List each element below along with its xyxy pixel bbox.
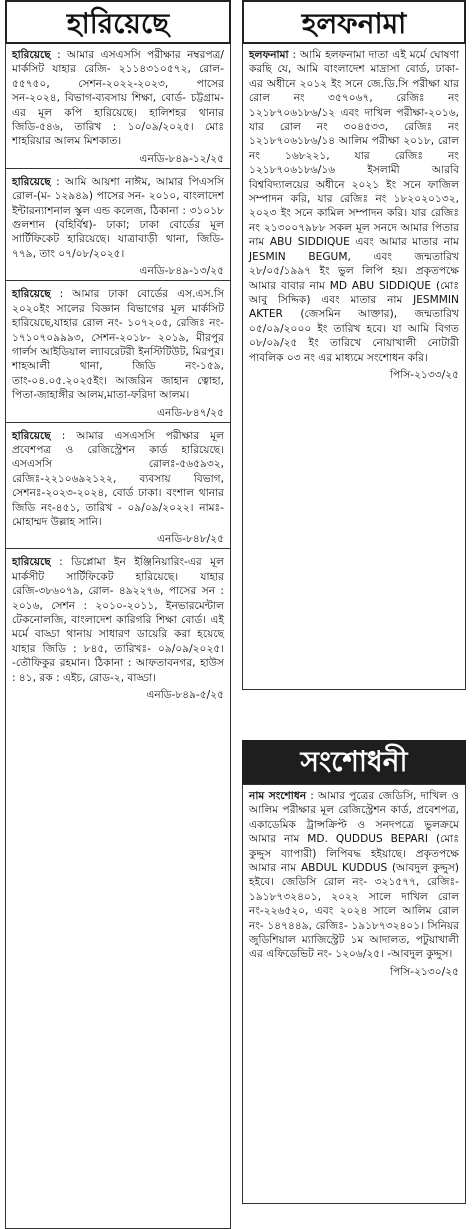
notice-ref: এনডি-৮৪৭/২৫ [6, 406, 230, 423]
lost-heading: হারিয়েছে [5, 0, 231, 44]
notice-ref: পিসি-২১৩৩/২৫ [390, 368, 459, 381]
correction-box [242, 784, 466, 1204]
lost-notice-5: হারিয়েছে : ডিপ্লোমা ইন ইঞ্জিনিয়ারিং-এর মূল মার্কসীট সার্টিফিকেট হারিয়েছে। যাহার রেজি-৩৮৬০৭৯, রোল- ৪৯২২৭৬, পাসের সন : ২০১৬, সেশন : ২০১০-২০১১, ইনভারমেন্টাল টেকনোলজি, বাংলাদেশ কারিগরি শিক্ষা বোর্ড। এই মর্মে বাড্ডা থানায় সাধারণ ডায়েরি করা হয়েছে যাহার জিডি : ৮৪৫, তারিখঃ- ০৯/০৯/২০২৫। -তৌফিকুর রহমান। ঠিকানা : আফতাবনগর, হাউস : ৪১, রক : এইচ, রোড-২, বাড্ডা। [12, 556, 224, 684]
lost-notices-box [5, 44, 231, 1229]
notice-ref: এনডি-৮৪৯-১২/২৫ [6, 152, 230, 169]
affidavit-notice: হলফনামা : আমি হলফনামা দাতা এই মর্মে ঘোষণা করছি যে, আমি বাংলাদেশ মাদ্রাসা বোর্ড, ঢাকা- এর অধীনে ২০১২ ইং সনে জে.ডি.সি পরীক্ষা যার রোল নং ৩৫৭০৬৭, রেজিঃ নং ১২১৮৭০৬১৮৬/১২ এবং দাখিল পরীক্ষা-২০১৬, যার রোল নং ৩০৪৫৩৩, রেজিঃ নং ১২১৮৭০৬১৮৬/১৪ আলিম পরীক্ষা ২০১৮, রোল নং ১৬৮২২১, যার রেজিঃ নং ১২১৮৭০৬১৮৬/১৬ ইসলামী আরবি বিশ্ববিদ্যালয়ের অধীনে ২০২১ ইং সনে ফাজিল সম্পাদন করি, যার রেজিঃ নং ১৮২০২০১৩২, ২০২৩ ইং সনে কামিল সম্পাদন করি। যার রেজিঃ নং ২১৩০০৭৯৮৮ সকল মূল সনদে আমার পিতার নাম ABU SIDDIQUE এবং আমার মাতার নাম JESMIN BEGUM, এবং জন্মতারিখ ২৮/০৫/১৯৯৭ ইং ভুল লিপি হয়। প্রকৃতপক্ষে আমার বাবার নাম MD ABU SIDDIQUE (মোঃ আবু সিদ্দিক) এবং মাতার নাম JESMMIN AKTER (জেসমিন আক্তার), জন্মতারিখ ০৫/০৯/২০০০ ইং তারিখ হবে। যা আমি বিগত ০৮/০৯/২৫ ইং তারিখে নোয়াখালী নোটারী পাবলিক ০৩ নং এর মাধ্যমে সংশোধন করি। [249, 49, 459, 364]
affidavit-heading: হলফনামা [242, 0, 466, 44]
lost-notice-2: হারিয়েছে : আমি আয়শা নাঈম, আমার পিএসসি রোল-(ম- ১২৯৪৯) পাসের সন- ২০১০, বাংলাদেশ ইন্টারন্যাশনাল স্কুল এন্ড কলেজ, ঠিকানা : ৩১০১৮ গুলশান (বহির্বিশ্ব)- ঢাকা; ঢাকা বোর্ডের মূল সার্টিফিকেট হারিয়েছে। যাত্রাবাড়ী থানা, জিডি- ৭৭৯, তাং ০৭/০৮/২০২৫। [12, 175, 224, 260]
notice-ref: এনডি-৮৪৮/২৫ [6, 532, 230, 549]
lost-notices-column [5, 0, 231, 1229]
correction-notice: নাম সংশোধন : আমার পুত্রের জেডিসি, দাখিল ও আলিম পরীক্ষার মূল রেজিস্ট্রেশন কার্ড, প্রবেশপত্র, একাডেমিক ট্রান্সক্রিপ্ট ও সনদপত্রে ভুলক্রমে আমার নাম MD. QUDDUS BEPARI (মোঃ কুদ্দুস ব্যাপারী) লিপিবদ্ধ হইয়াছে। প্রকৃতপক্ষে আমার নাম ABDUL KUDDUS (আবদুল কুদ্দুস) হইবে। জেডিসি রোল নং- ৩২১৫৭৭, রেজিঃ- ১৯১৮৭৩২৪০১, ২০২২ সালে দাখিল রোল নং-২২৬৫২০, এবং ২০২৪ সালে আলিম রোল নং- ১৪৭৪৪৯, রেজিঃ- ১৯১৮৭৩২৪০১। সিনিয়র জুডিশিয়াল ম্যাজিস্ট্রেট ১ম আদালত, পটুয়াখালী এর এফিডেভিট নং- ১২০৬/২৫। -আবদুল কুদ্দুস। [249, 790, 459, 961]
affidavit-box [242, 44, 466, 690]
lost-notice-3: হারিয়েছে : আমার ঢাকা বোর্ডের এস.এস.সি ২০২০ইং সালের বিজ্ঞান বিভাগের মূল মার্কসিট হারিয়েছে,যাহার রোল নং- ১০৭২০৫, রেজিঃ নং- ১৭১০৭০৯৯৯৩, সেশন-২০১৮- ২০১৯, মীরপুর গার্লস আইডিয়াল ল্যাবরেটরী ইনস্টিটিউট, মিরপুর। শাহআলী থানা, জিডি নং-১৫৯, তাং-০৪.০৫.২০২৫ইং। আজরিন জাহান ত্বোহা, পিতা-জাহাঙ্গীর আলম,মাতা-ফরিদা আলম। [12, 288, 224, 402]
notice-ref: এনডি-৮৪৯-১৩/২৫ [6, 264, 230, 281]
lost-notice-4: হারিয়েছে : আমার এসএসসি পরীক্ষার মূল প্রবেশপত্র ও রেজিস্ট্রেশন কার্ড হারিয়েছে। এসএসসি রোলঃ-৫৬৫৯৩২, রেজিঃ-২২১০৬৯২১২২, ব্যবসায় বিভাগ, সেশনঃ-২০২৩-২০২৪, বোর্ড ঢাকা। বংশাল থানার জিডি নং-৪৫১, তারিখ - ০৯/০৯/২০২২। নামঃ- মোহাম্মদ উল্লাহ সানি। [12, 429, 224, 528]
lost-notice-1: হারিয়েছে : আমার এসএসসি পরীক্ষার নম্বরপত্র/মার্কসিট যাহার রেজি- ২১১৪৩১০৫৭২, রোল- ৫৫৭৫০, সেশন-২০২২-২০২৩, পাসের সন-২০২৪, বিভাগ-ব্যবসায় শিক্ষা, বোর্ড- চট্টগ্রাম-এর মূল কপি হারিয়েছে। হালিশহর থানার জিডি-৫৪৬, তারিখ : ১০/০৯/২০২৫। মোঃ শাহরিয়ার আলম মিশকাত। [12, 49, 224, 148]
correction-column [242, 740, 466, 1204]
affidavit-column [242, 0, 466, 690]
notice-ref: পিসি-২১৩০/২৫ [390, 965, 459, 978]
correction-heading: সংশোধনী [242, 740, 466, 784]
notice-ref: এনডি-৮৪৯-৫/২৫ [146, 689, 224, 702]
